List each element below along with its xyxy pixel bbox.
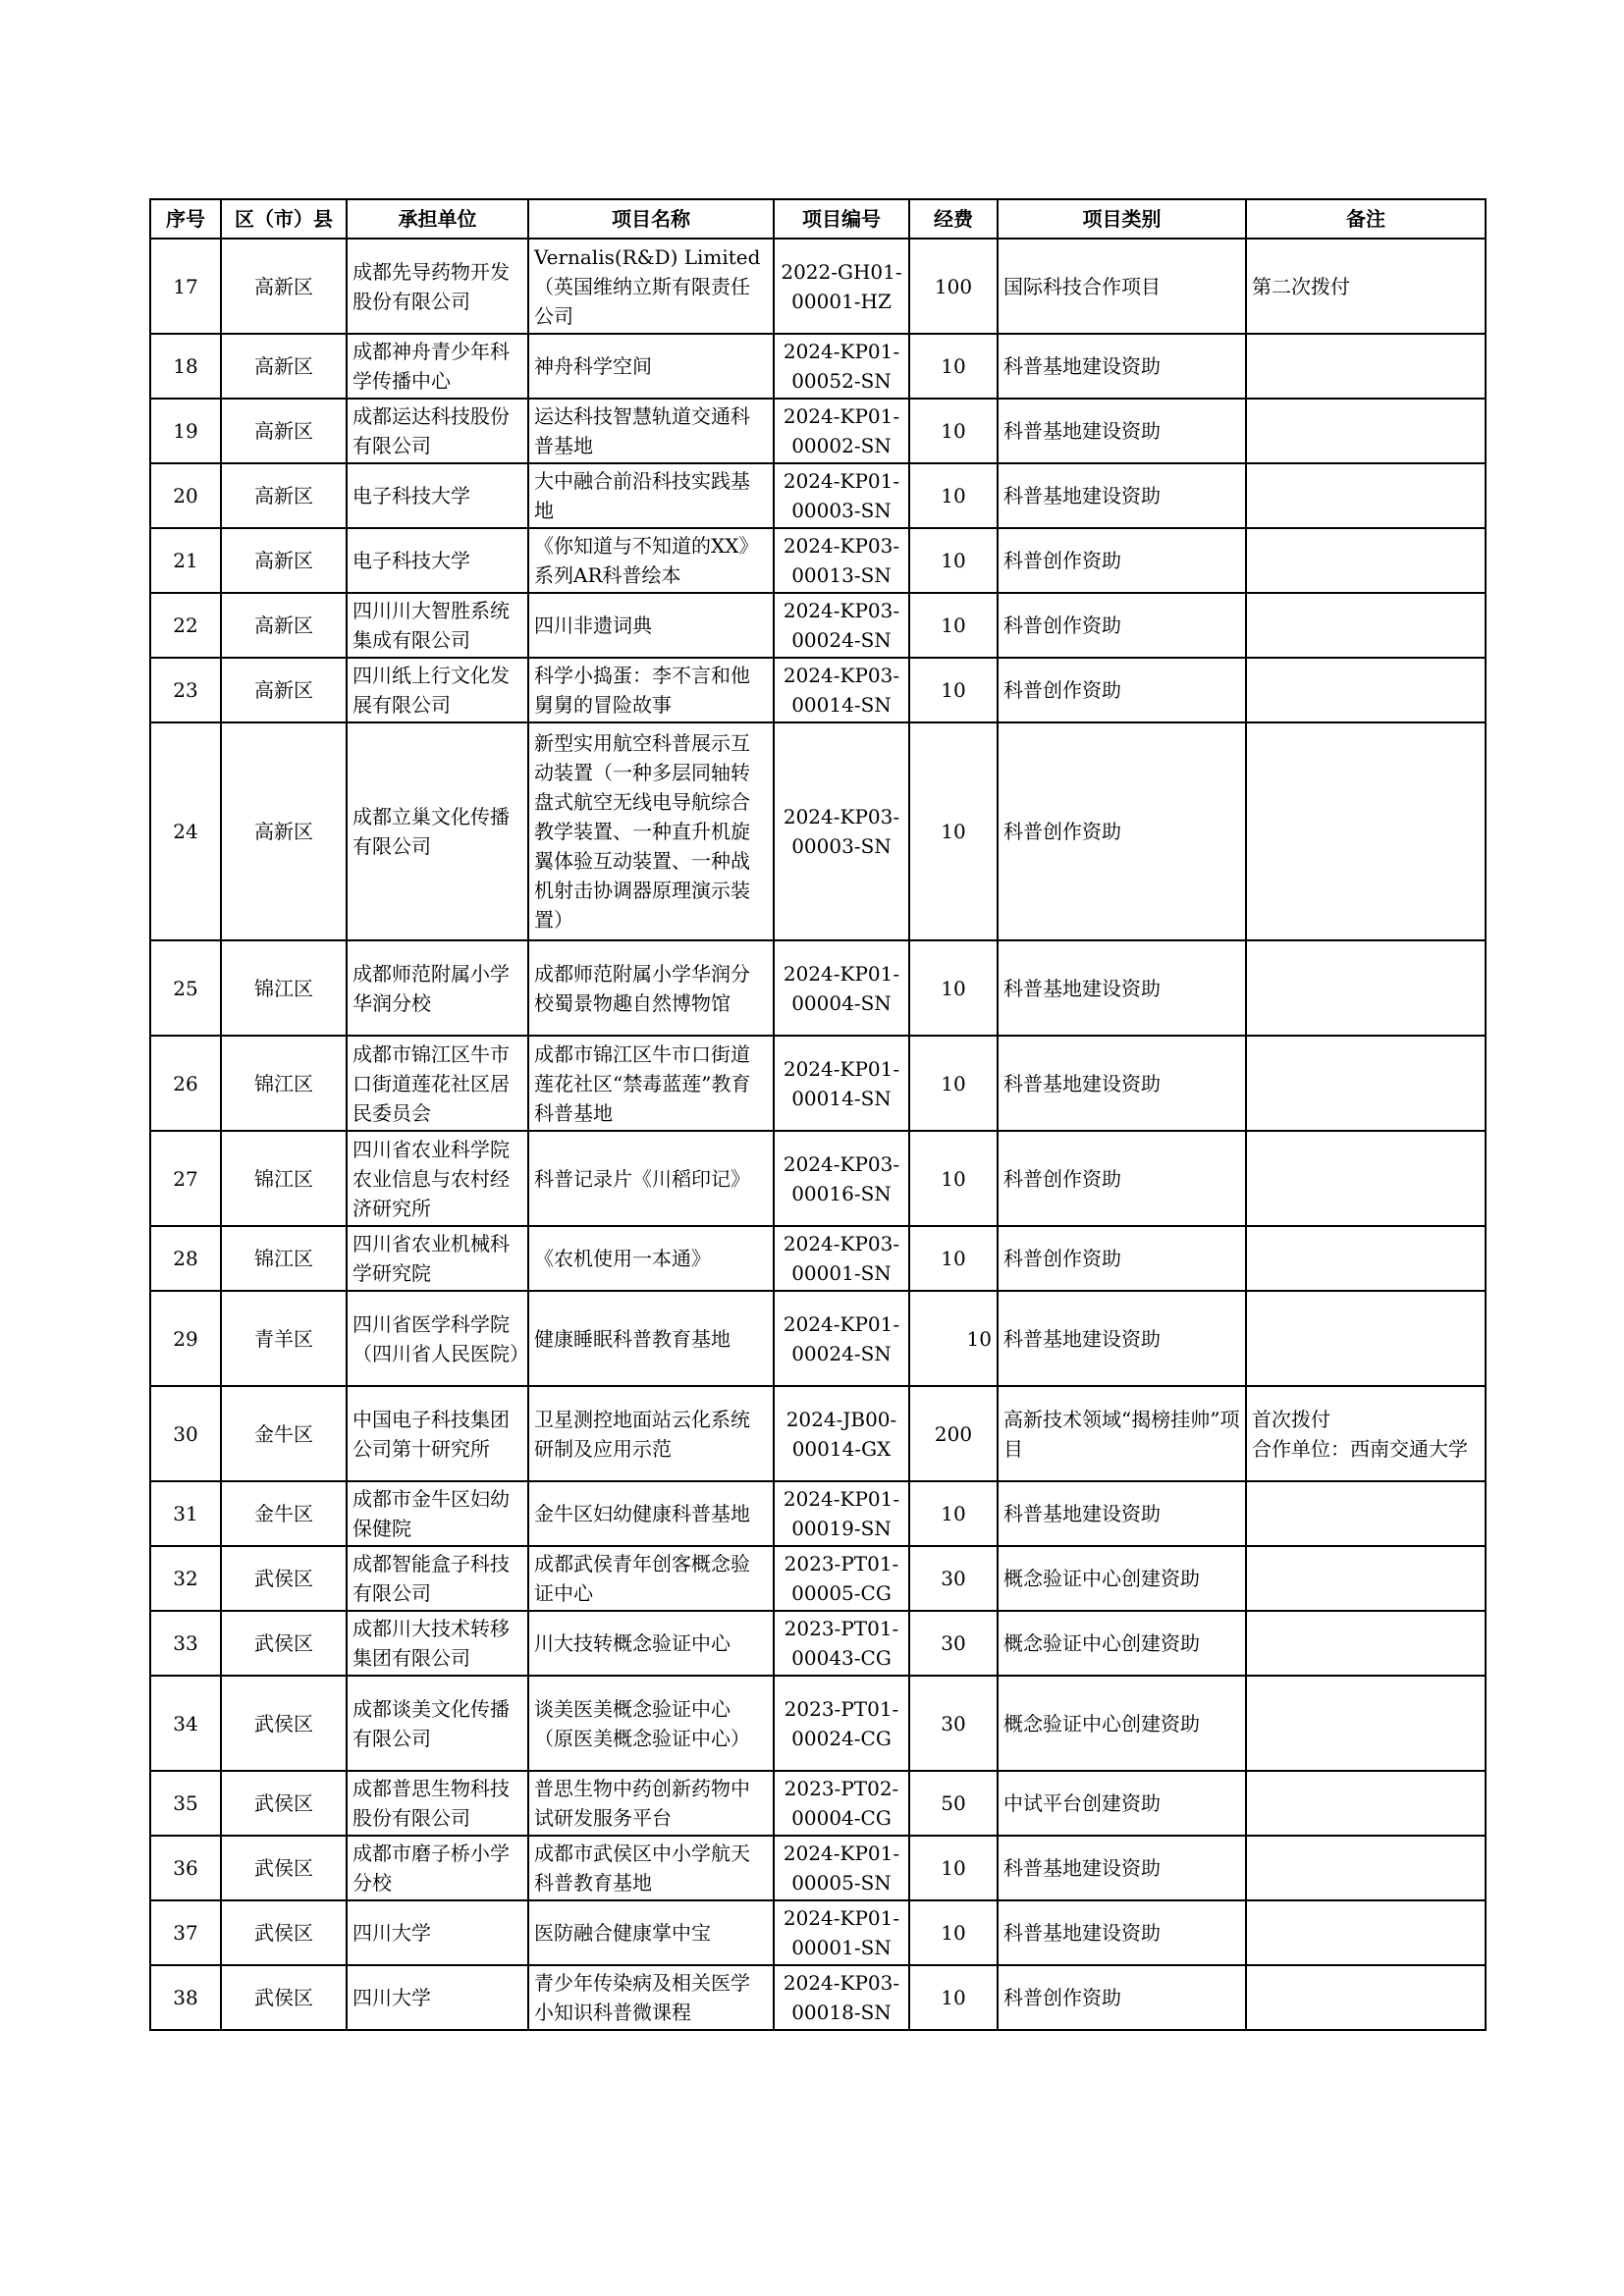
cell-fund: 10	[909, 1036, 998, 1131]
cell-fund: 10	[909, 528, 998, 593]
cell-unit: 四川省农业科学院农业信息与农村经济研究所	[347, 1131, 528, 1226]
cell-project-name: 大中融合前沿科技实践基地	[528, 463, 774, 528]
table-row	[150, 722, 1486, 940]
cell-project-name: Vernalis(R&D) Limited（英国维纳立斯有限责任公司	[528, 239, 774, 334]
table-row	[150, 1836, 1486, 1900]
cell-category: 概念验证中心创建资助	[998, 1546, 1246, 1611]
cell-no: 29	[150, 1291, 221, 1386]
table-row	[150, 1036, 1486, 1131]
header-note: 备注	[1246, 199, 1486, 239]
cell-project-code: 2023-PT02-00004-CG	[774, 1771, 909, 1836]
table-row	[150, 239, 1486, 334]
cell-no: 26	[150, 1036, 221, 1131]
cell-project-code: 2024-KP01-00019-SN	[774, 1481, 909, 1546]
cell-note	[1246, 463, 1486, 528]
cell-note	[1246, 1546, 1486, 1611]
cell-district: 高新区	[221, 399, 347, 463]
table-row	[150, 1611, 1486, 1676]
table-row	[150, 1131, 1486, 1226]
header-fund: 经费	[909, 199, 998, 239]
cell-fund: 50	[909, 1771, 998, 1836]
table-row	[150, 528, 1486, 593]
cell-project-name: 科学小捣蛋：李不言和他舅舅的冒险故事	[528, 658, 774, 722]
cell-fund: 30	[909, 1546, 998, 1611]
cell-fund: 10	[909, 399, 998, 463]
cell-project-name: 普思生物中药创新药物中试研发服务平台	[528, 1771, 774, 1836]
cell-project-code: 2024-KP03-00003-SN	[774, 722, 909, 940]
cell-project-code: 2023-PT01-00043-CG	[774, 1611, 909, 1676]
header-row	[150, 199, 1486, 239]
cell-unit: 四川大学	[347, 1900, 528, 1965]
cell-note	[1246, 1226, 1486, 1291]
cell-district: 高新区	[221, 658, 347, 722]
cell-project-name: 成都市锦江区牛市口街道莲花社区“禁毒蓝莲”教育科普基地	[528, 1036, 774, 1131]
cell-project-code: 2022-GH01-00001-HZ	[774, 239, 909, 334]
cell-category: 国际科技合作项目	[998, 239, 1246, 334]
cell-fund: 10	[909, 1481, 998, 1546]
cell-category: 科普基地建设资助	[998, 1900, 1246, 1965]
cell-no: 38	[150, 1965, 221, 2030]
cell-fund: 10	[909, 1291, 998, 1386]
cell-fund: 10	[909, 463, 998, 528]
cell-district: 锦江区	[221, 1226, 347, 1291]
cell-no: 33	[150, 1611, 221, 1676]
cell-project-name: 卫星测控地面站云化系统研制及应用示范	[528, 1386, 774, 1481]
cell-district: 锦江区	[221, 1131, 347, 1226]
cell-no: 30	[150, 1386, 221, 1481]
cell-category: 中试平台创建资助	[998, 1771, 1246, 1836]
cell-category: 科普创作资助	[998, 1965, 1246, 2030]
cell-district: 武侯区	[221, 1771, 347, 1836]
cell-district: 金牛区	[221, 1386, 347, 1481]
cell-district: 金牛区	[221, 1481, 347, 1546]
cell-note	[1246, 1771, 1486, 1836]
cell-project-name: 四川非遗词典	[528, 593, 774, 658]
cell-note	[1246, 1900, 1486, 1965]
cell-project-code: 2024-KP01-00002-SN	[774, 399, 909, 463]
cell-category: 科普创作资助	[998, 658, 1246, 722]
cell-unit: 电子科技大学	[347, 463, 528, 528]
cell-no: 31	[150, 1481, 221, 1546]
cell-category: 科普基地建设资助	[998, 940, 1246, 1036]
cell-note	[1246, 940, 1486, 1036]
table-row	[150, 1965, 1486, 2030]
table-row	[150, 334, 1486, 399]
cell-note	[1246, 1291, 1486, 1386]
cell-no: 19	[150, 399, 221, 463]
cell-category: 科普创作资助	[998, 1226, 1246, 1291]
table-row	[150, 593, 1486, 658]
cell-no: 18	[150, 334, 221, 399]
cell-project-name: 医防融合健康掌中宝	[528, 1900, 774, 1965]
cell-project-code: 2024-KP03-00024-SN	[774, 593, 909, 658]
cell-project-code: 2023-PT01-00024-CG	[774, 1676, 909, 1771]
cell-fund: 10	[909, 334, 998, 399]
cell-category: 科普创作资助	[998, 528, 1246, 593]
cell-project-code: 2024-KP03-00016-SN	[774, 1131, 909, 1226]
cell-unit: 成都市磨子桥小学分校	[347, 1836, 528, 1900]
cell-district: 高新区	[221, 239, 347, 334]
cell-category: 科普基地建设资助	[998, 399, 1246, 463]
cell-district: 高新区	[221, 334, 347, 399]
cell-project-name: 神舟科学空间	[528, 334, 774, 399]
cell-project-name: 《你知道与不知道的XX》系列AR科普绘本	[528, 528, 774, 593]
cell-no: 17	[150, 239, 221, 334]
cell-fund: 30	[909, 1611, 998, 1676]
cell-note	[1246, 1676, 1486, 1771]
table-row	[150, 1386, 1486, 1481]
cell-project-name: 青少年传染病及相关医学小知识科普微课程	[528, 1965, 774, 2030]
cell-fund: 10	[909, 1131, 998, 1226]
cell-project-name: 成都武侯青年创客概念验证中心	[528, 1546, 774, 1611]
cell-fund: 100	[909, 239, 998, 334]
cell-note	[1246, 528, 1486, 593]
cell-fund: 10	[909, 1900, 998, 1965]
cell-category: 科普基地建设资助	[998, 1036, 1246, 1131]
cell-fund: 10	[909, 593, 998, 658]
cell-unit: 四川省农业机械科学研究院	[347, 1226, 528, 1291]
cell-unit: 中国电子科技集团公司第十研究所	[347, 1386, 528, 1481]
cell-note	[1246, 1131, 1486, 1226]
cell-fund: 10	[909, 658, 998, 722]
table-row	[150, 1900, 1486, 1965]
header-project-code: 项目编号	[774, 199, 909, 239]
cell-no: 20	[150, 463, 221, 528]
cell-fund: 30	[909, 1676, 998, 1771]
table-row	[150, 1291, 1486, 1386]
cell-category: 科普创作资助	[998, 1131, 1246, 1226]
cell-project-code: 2024-KP01-00024-SN	[774, 1291, 909, 1386]
cell-project-name: 运达科技智慧轨道交通科普基地	[528, 399, 774, 463]
table-row	[150, 399, 1486, 463]
cell-unit: 成都神舟青少年科学传播中心	[347, 334, 528, 399]
cell-unit: 成都先导药物开发股份有限公司	[347, 239, 528, 334]
cell-note	[1246, 399, 1486, 463]
header-no: 序号	[150, 199, 221, 239]
table-row	[150, 463, 1486, 528]
cell-no: 36	[150, 1836, 221, 1900]
cell-note	[1246, 1611, 1486, 1676]
table-body	[150, 239, 1486, 2030]
cell-district: 锦江区	[221, 940, 347, 1036]
cell-no: 22	[150, 593, 221, 658]
cell-no: 21	[150, 528, 221, 593]
cell-unit: 成都谈美文化传播有限公司	[347, 1676, 528, 1771]
cell-no: 24	[150, 722, 221, 940]
table-row	[150, 1226, 1486, 1291]
cell-category: 科普基地建设资助	[998, 334, 1246, 399]
cell-category: 高新技术领域“揭榜挂帅”项目	[998, 1386, 1246, 1481]
cell-unit: 四川省医学科学院（四川省人民医院）	[347, 1291, 528, 1386]
cell-note: 第二次拨付	[1246, 239, 1486, 334]
cell-fund: 10	[909, 722, 998, 940]
cell-note	[1246, 658, 1486, 722]
cell-category: 科普基地建设资助	[998, 1291, 1246, 1386]
table-row	[150, 1676, 1486, 1771]
table-row	[150, 1481, 1486, 1546]
cell-district: 武侯区	[221, 1836, 347, 1900]
cell-category: 科普基地建设资助	[998, 1836, 1246, 1900]
cell-fund: 10	[909, 1836, 998, 1900]
cell-project-code: 2024-KP01-00004-SN	[774, 940, 909, 1036]
cell-note	[1246, 1965, 1486, 2030]
cell-category: 科普创作资助	[998, 593, 1246, 658]
cell-no: 34	[150, 1676, 221, 1771]
cell-category: 科普创作资助	[998, 722, 1246, 940]
cell-district: 武侯区	[221, 1676, 347, 1771]
cell-no: 28	[150, 1226, 221, 1291]
cell-project-code: 2024-KP01-00014-SN	[774, 1036, 909, 1131]
cell-unit: 成都川大技术转移集团有限公司	[347, 1611, 528, 1676]
cell-project-name: 新型实用航空科普展示互动装置（一种多层同轴转盘式航空无线电导航综合教学装置、一种直升机旋翼体验互动装置、一种战机射击协调器原理演示装置）	[528, 722, 774, 940]
cell-district: 高新区	[221, 722, 347, 940]
table-row	[150, 658, 1486, 722]
cell-project-code: 2024-KP03-00018-SN	[774, 1965, 909, 2030]
cell-fund: 200	[909, 1386, 998, 1481]
cell-no: 37	[150, 1900, 221, 1965]
header-project-name: 项目名称	[528, 199, 774, 239]
cell-category: 概念验证中心创建资助	[998, 1676, 1246, 1771]
cell-project-code: 2024-KP01-00003-SN	[774, 463, 909, 528]
header-unit: 承担单位	[347, 199, 528, 239]
cell-no: 27	[150, 1131, 221, 1226]
cell-district: 武侯区	[221, 1965, 347, 2030]
cell-unit: 电子科技大学	[347, 528, 528, 593]
cell-project-code: 2024-KP03-00014-SN	[774, 658, 909, 722]
cell-district: 高新区	[221, 593, 347, 658]
cell-project-name: 成都师范附属小学华润分校蜀景物趣自然博物馆	[528, 940, 774, 1036]
cell-fund: 10	[909, 940, 998, 1036]
cell-fund: 10	[909, 1965, 998, 2030]
cell-project-name: 川大技转概念验证中心	[528, 1611, 774, 1676]
cell-district: 高新区	[221, 528, 347, 593]
cell-project-code: 2023-PT01-00005-CG	[774, 1546, 909, 1611]
cell-project-code: 2024-JB00-00014-GX	[774, 1386, 909, 1481]
table-row	[150, 940, 1486, 1036]
cell-note	[1246, 593, 1486, 658]
cell-unit: 成都运达科技股份有限公司	[347, 399, 528, 463]
header-district: 区（市）县	[221, 199, 347, 239]
cell-no: 35	[150, 1771, 221, 1836]
cell-project-name: 科普记录片《川稻印记》	[528, 1131, 774, 1226]
cell-unit: 成都立巢文化传播有限公司	[347, 722, 528, 940]
cell-note	[1246, 334, 1486, 399]
cell-fund: 10	[909, 1226, 998, 1291]
cell-district: 武侯区	[221, 1900, 347, 1965]
cell-no: 23	[150, 658, 221, 722]
cell-project-name: 谈美医美概念验证中心（原医美概念验证中心）	[528, 1676, 774, 1771]
cell-project-code: 2024-KP01-00001-SN	[774, 1900, 909, 1965]
cell-district: 武侯区	[221, 1611, 347, 1676]
cell-note	[1246, 1836, 1486, 1900]
cell-project-name: 金牛区妇幼健康科普基地	[528, 1481, 774, 1546]
cell-unit: 成都普思生物科技股份有限公司	[347, 1771, 528, 1836]
cell-no: 25	[150, 940, 221, 1036]
cell-district: 武侯区	[221, 1546, 347, 1611]
cell-unit: 成都市锦江区牛市口街道莲花社区居民委员会	[347, 1036, 528, 1131]
cell-category: 科普基地建设资助	[998, 1481, 1246, 1546]
cell-unit: 四川大学	[347, 1965, 528, 2030]
cell-project-code: 2024-KP03-00001-SN	[774, 1226, 909, 1291]
table-row	[150, 1546, 1486, 1611]
cell-note	[1246, 722, 1486, 940]
cell-no: 32	[150, 1546, 221, 1611]
cell-project-name: 健康睡眠科普教育基地	[528, 1291, 774, 1386]
funding-table	[149, 198, 1487, 2031]
cell-unit: 成都市金牛区妇幼保健院	[347, 1481, 528, 1546]
cell-project-code: 2024-KP03-00013-SN	[774, 528, 909, 593]
cell-project-name: 成都市武侯区中小学航天科普教育基地	[528, 1836, 774, 1900]
cell-note	[1246, 1036, 1486, 1131]
cell-project-code: 2024-KP01-00052-SN	[774, 334, 909, 399]
cell-category: 概念验证中心创建资助	[998, 1611, 1246, 1676]
cell-district: 青羊区	[221, 1291, 347, 1386]
cell-unit: 四川川大智胜系统集成有限公司	[347, 593, 528, 658]
cell-unit: 成都师范附属小学华润分校	[347, 940, 528, 1036]
cell-note: 首次拨付 合作单位：西南交通大学	[1246, 1386, 1486, 1481]
cell-unit: 成都智能盒子科技有限公司	[347, 1546, 528, 1611]
cell-project-name: 《农机使用一本通》	[528, 1226, 774, 1291]
cell-district: 锦江区	[221, 1036, 347, 1131]
header-category: 项目类别	[998, 199, 1246, 239]
cell-note	[1246, 1481, 1486, 1546]
table-row	[150, 1771, 1486, 1836]
cell-district: 高新区	[221, 463, 347, 528]
cell-category: 科普基地建设资助	[998, 463, 1246, 528]
cell-unit: 四川纸上行文化发展有限公司	[347, 658, 528, 722]
cell-project-code: 2024-KP01-00005-SN	[774, 1836, 909, 1900]
